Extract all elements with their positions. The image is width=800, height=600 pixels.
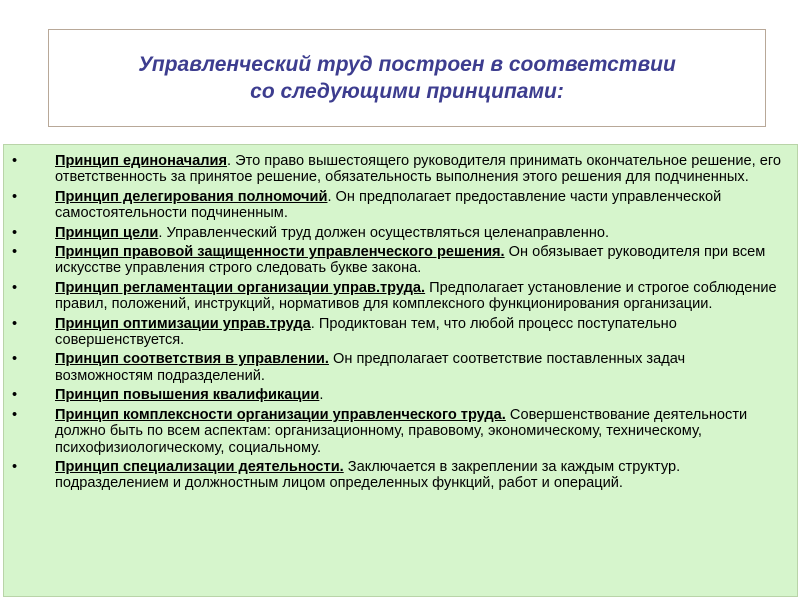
principle-description: . Продиктован тем, что любой процесс поступательно совершенствуется. — [55, 315, 677, 349]
bullet-icon: • — [12, 244, 18, 261]
bullet-icon: • — [12, 224, 18, 241]
list-item — [12, 153, 787, 186]
list-item — [12, 316, 787, 349]
bullet-icon: • — [12, 188, 18, 205]
principle-description: Заключается в закреплении за каждым структур. подразделением и должностным лицом определенных функций, работ и операций. — [55, 458, 681, 492]
list-item — [12, 387, 787, 403]
list-item — [12, 244, 787, 277]
bullet-icon: • — [12, 351, 18, 368]
slide-title-box — [48, 29, 766, 127]
principle-name: Принцип делегирования полномочий — [55, 188, 328, 205]
principle-description: . Это право вышестоящего руководителя принимать окончательное решение, его ответственность за принятое решение, обязательность выполнения этого решения для подчиненных. — [55, 153, 781, 186]
principle-description: . — [319, 387, 324, 404]
principle-name: Принцип специализации деятельности. — [55, 458, 344, 475]
list-item — [12, 189, 787, 222]
principle-description: Предполагает установление и строгое соблюдение правил, положений, инструкций, нормативов для комплексного функционирования организации. — [55, 279, 777, 313]
principle-description: Он обязывает руководителя при всем искусстве управления строго следовать букве закона. — [55, 244, 766, 277]
list-item — [12, 280, 787, 313]
bullet-icon: • — [12, 387, 18, 404]
bullet-icon: • — [12, 458, 18, 475]
principle-description: . Управленческий труд должен осуществляться целенаправленно. — [158, 224, 610, 241]
bullet-icon: • — [12, 153, 18, 169]
principle-description: Совершенствование деятельности должно быть по всем аспектам: организационному, правовому, экономическому, техническому, психофизиологическому, социальному. — [55, 406, 748, 456]
principles-panel — [3, 144, 798, 597]
principles-list — [4, 145, 797, 492]
bullet-icon: • — [12, 279, 18, 296]
principle-name: Принцип повышения квалификации — [55, 387, 320, 404]
list-item — [12, 459, 787, 492]
principle-name: Принцип комплексности организации управленческого труда. — [55, 406, 506, 423]
principle-name: Принцип регламентации организации управ.труда. — [55, 279, 426, 296]
list-item — [12, 351, 787, 384]
list-item — [12, 225, 787, 241]
slide-title-line-1: Управленческий труд построен в соответствии — [138, 53, 676, 76]
principle-description: . Он предполагает предоставление части управленческой самостоятельности подчиненным. — [55, 188, 722, 222]
principle-name: Принцип оптимизации управ.труда — [55, 315, 311, 332]
principle-description: Он предполагает соответствие поставленных задач возможностям подразделений. — [55, 351, 686, 384]
principle-name: Принцип соответствия в управлении. — [55, 351, 329, 368]
principle-name: Принцип единоначалия — [55, 153, 227, 169]
slide-title-line-2: со следующими принципами: — [250, 80, 564, 103]
list-item — [12, 407, 787, 456]
principle-name: Принцип цели — [55, 224, 159, 241]
principle-name: Принцип правовой защищенности управленческого решения. — [55, 244, 505, 261]
bullet-icon: • — [12, 315, 18, 332]
bullet-icon: • — [12, 406, 18, 423]
